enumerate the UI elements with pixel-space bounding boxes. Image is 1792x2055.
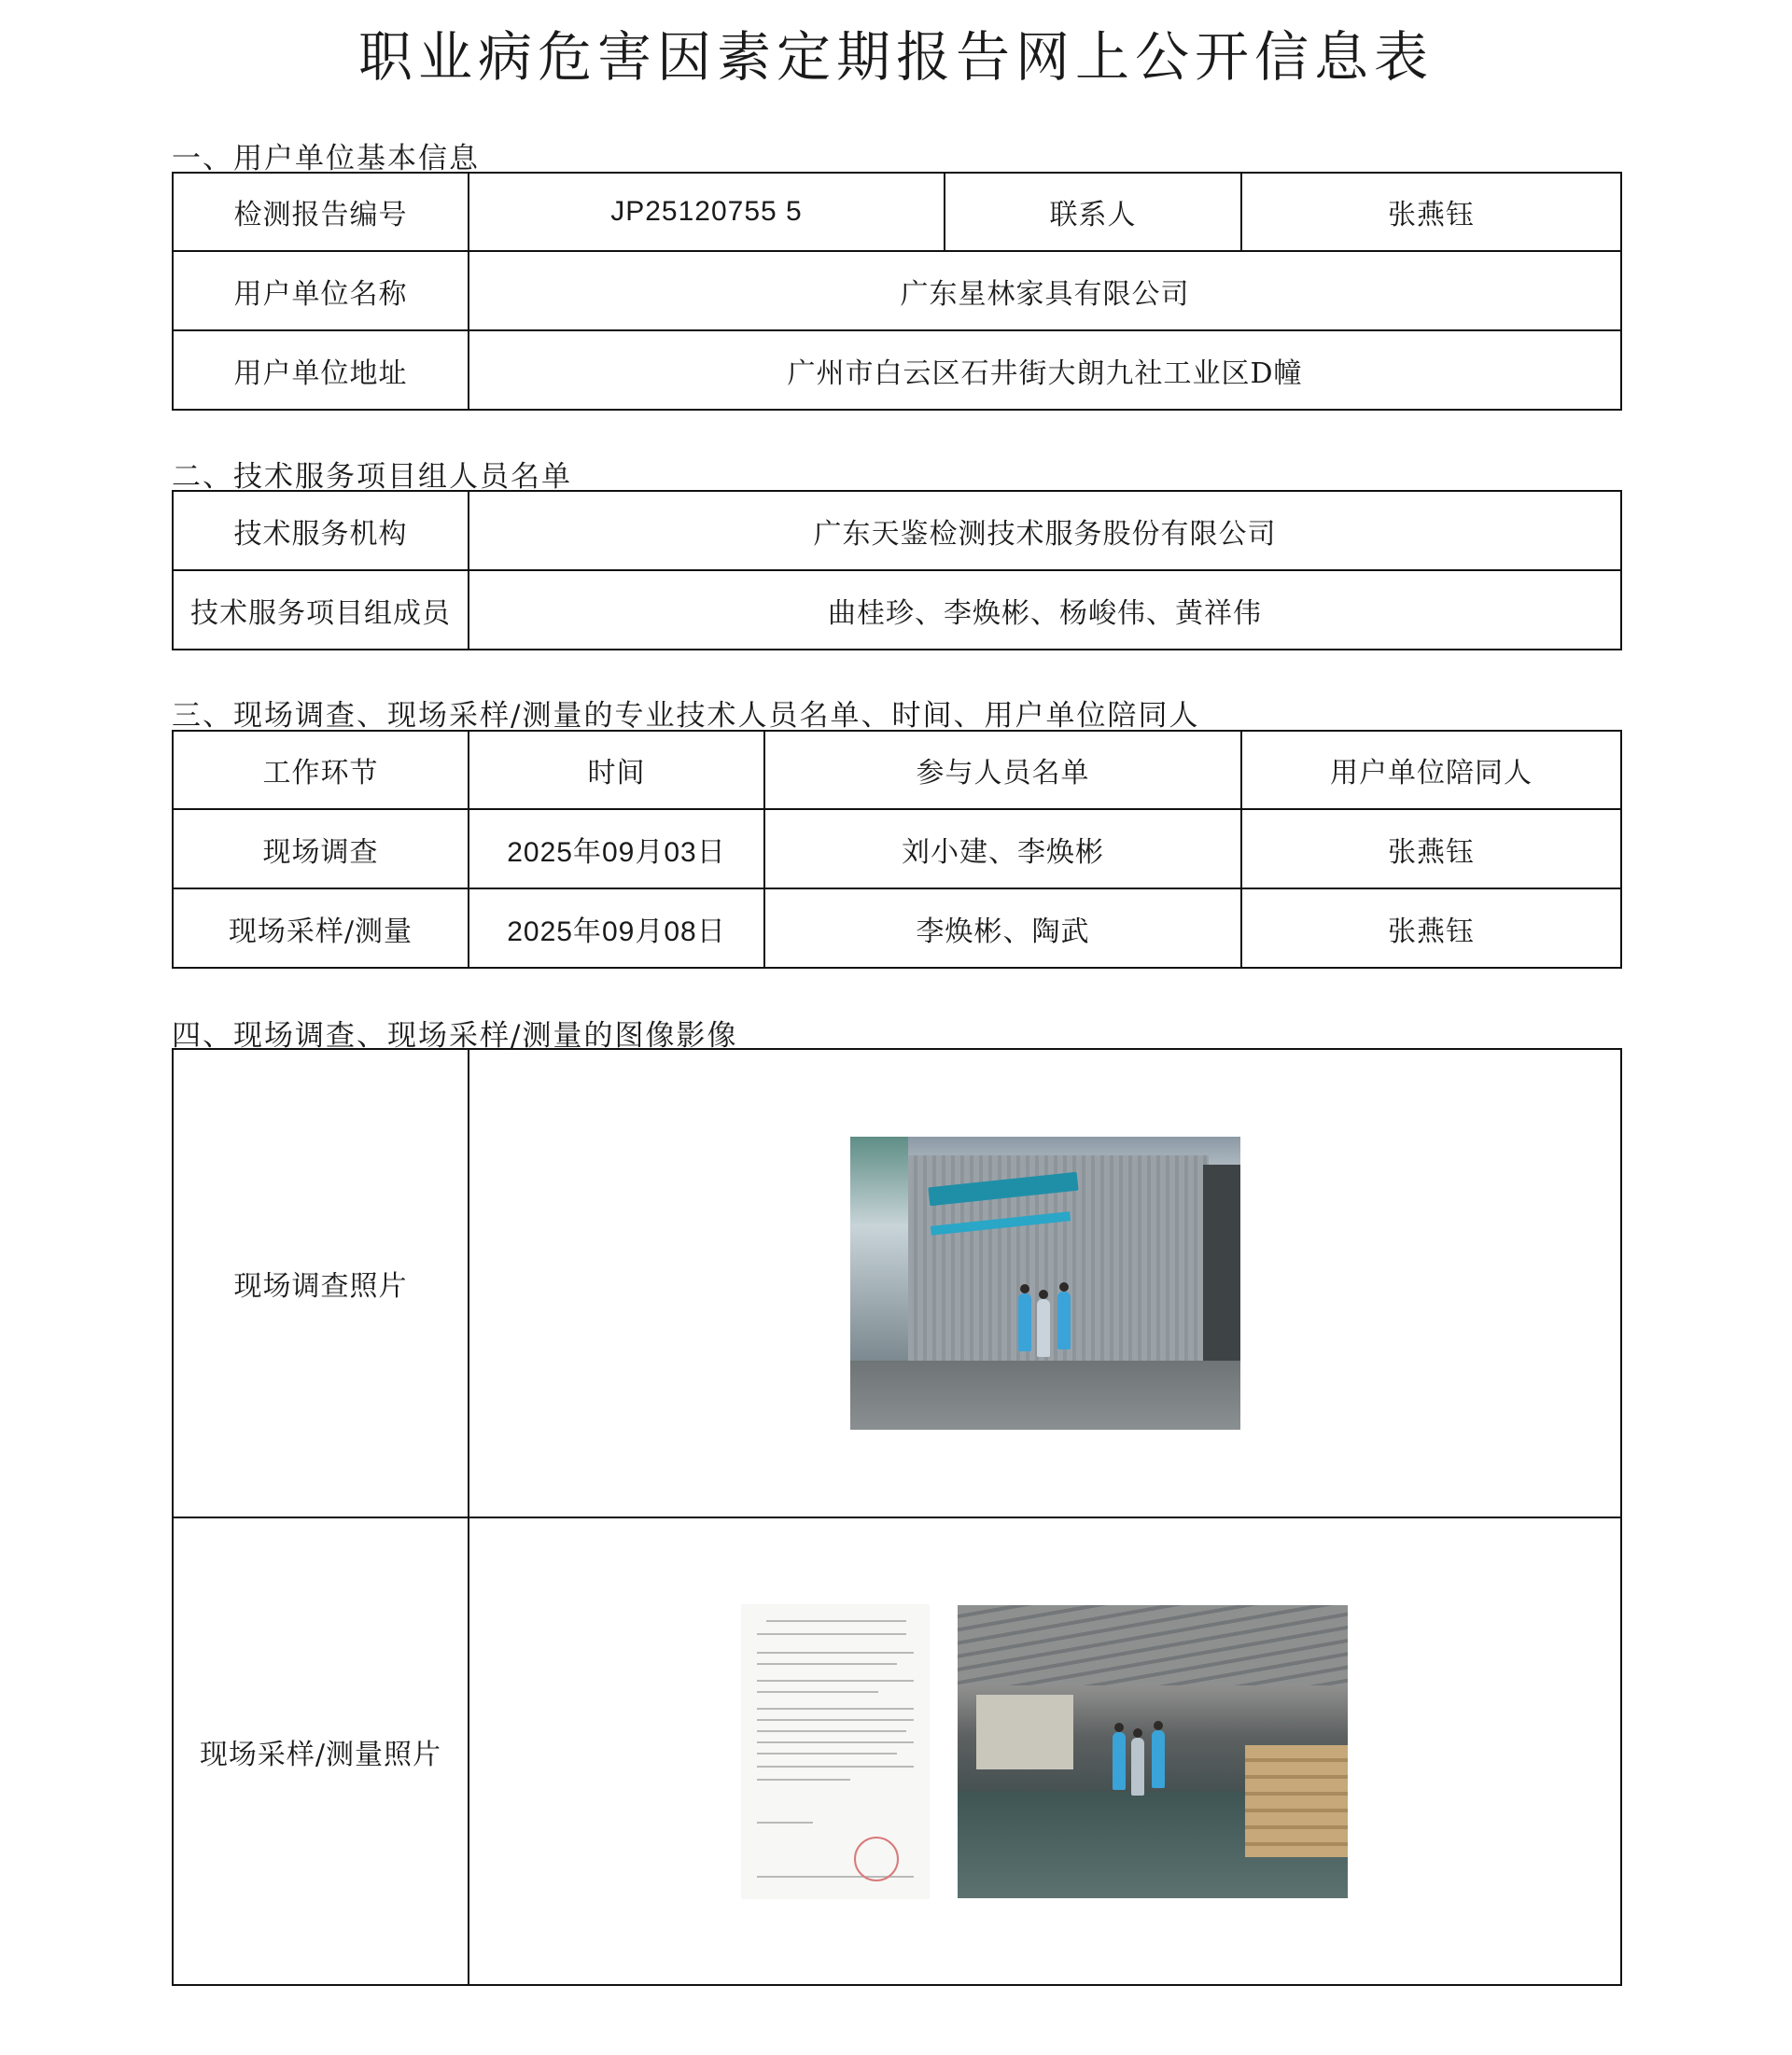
photo-person	[1113, 1732, 1126, 1790]
header-companion: 用户单位陪同人	[1241, 731, 1621, 809]
row-stage: 现场采样/测量	[173, 888, 469, 968]
contact-label: 联系人	[945, 173, 1241, 251]
team-table	[172, 490, 1622, 650]
stamp-icon	[854, 1837, 899, 1881]
unit-name-label: 用户单位名称	[173, 251, 469, 330]
sampling-record-photo	[742, 1605, 929, 1898]
sampling-photo-cell	[469, 1517, 1621, 1985]
row-companion: 张燕钰	[1241, 809, 1621, 888]
photo-person	[1018, 1293, 1031, 1351]
org-value: 广东天鉴检测技术服务股份有限公司	[469, 491, 1621, 570]
sampling-photo-label: 现场采样/测量照片	[173, 1517, 469, 1985]
photo-ground	[850, 1361, 1240, 1430]
table-row	[173, 888, 1621, 968]
survey-photo-label: 现场调查照片	[173, 1049, 469, 1517]
fieldwork-table	[172, 730, 1622, 969]
survey-photo	[850, 1137, 1240, 1430]
photo-roof	[958, 1605, 1348, 1685]
report-no-label: 检测报告编号	[173, 173, 469, 251]
survey-photo-cell	[469, 1049, 1621, 1517]
members-value: 曲桂珍、李焕彬、杨峻伟、黄祥伟	[469, 570, 1621, 650]
header-time: 时间	[469, 731, 764, 809]
section-4-heading: 四、现场调查、现场采样/测量的图像影像	[172, 1019, 738, 1053]
basic-info-table	[172, 172, 1622, 411]
report-no-value: JP25120755 5	[469, 173, 945, 251]
row-stage: 现场调查	[173, 809, 469, 888]
photo-doorway	[1203, 1165, 1240, 1363]
header-stage: 工作环节	[173, 731, 469, 809]
photo-table	[172, 1048, 1622, 1986]
contact-value: 张燕钰	[1241, 173, 1621, 251]
photo-doorway	[976, 1695, 1073, 1769]
table-row	[173, 809, 1621, 888]
org-label: 技术服务机构	[173, 491, 469, 570]
header-participants: 参与人员名单	[764, 731, 1241, 809]
unit-address-label: 用户单位地址	[173, 330, 469, 410]
section-2-heading: 二、技术服务项目组人员名单	[172, 460, 572, 494]
row-time: 2025年09月03日	[469, 809, 764, 888]
row-time: 2025年09月08日	[469, 888, 764, 968]
unit-name-value: 广东星林家具有限公司	[469, 251, 1621, 330]
row-participants: 刘小建、李焕彬	[764, 809, 1241, 888]
members-label: 技术服务项目组成员	[173, 570, 469, 650]
row-participants: 李焕彬、陶武	[764, 888, 1241, 968]
photo-person	[1152, 1730, 1165, 1788]
sampling-site-photo	[958, 1605, 1348, 1898]
photo-building-left	[850, 1137, 908, 1361]
photo-boxes	[1245, 1745, 1348, 1857]
section-1-heading: 一、用户单位基本信息	[172, 142, 480, 175]
photo-person	[1131, 1738, 1144, 1796]
photo-person	[1037, 1299, 1050, 1357]
section-3-heading: 三、现场调查、现场采样/测量的专业技术人员名单、时间、用户单位陪同人	[172, 699, 1200, 733]
row-companion: 张燕钰	[1241, 888, 1621, 968]
page-title: 职业病危害因素定期报告网上公开信息表	[357, 25, 1434, 89]
unit-address-value: 广州市白云区石井街大朗九社工业区D幢	[469, 330, 1621, 410]
photo-person	[1057, 1292, 1071, 1349]
